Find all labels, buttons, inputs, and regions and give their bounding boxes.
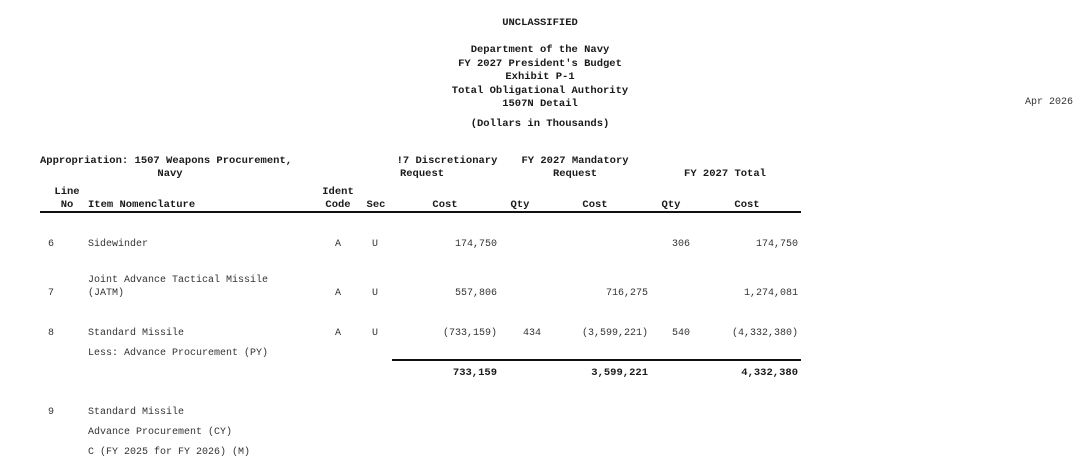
nomenclature-header: Item Nomenclature	[88, 199, 196, 211]
header-rule	[40, 211, 801, 213]
subtotal-disc-cost: 733,159	[452, 367, 497, 379]
item-sub-line: C (FY 2025 for FY 2026) (M)	[88, 447, 251, 458]
authority-title: Total Obligational Authority	[451, 85, 629, 97]
security-code: U	[371, 288, 378, 299]
item-nomenclature: Sidewinder	[88, 239, 149, 250]
line-number: 6	[47, 239, 54, 250]
total-cost-header: Cost	[734, 199, 760, 211]
mandatory-header: FY 2027 Mandatory	[521, 155, 629, 167]
line-number: 7	[47, 288, 54, 299]
ident-code: A	[334, 239, 341, 250]
classification-marking: UNCLASSIFIED	[502, 17, 578, 29]
total-qty-header: Qty	[661, 199, 681, 211]
item-nomenclature: Joint Advance Tactical Missile	[88, 275, 269, 286]
budget-title: FY 2027 President's Budget	[458, 58, 622, 70]
ident-code: A	[334, 328, 341, 339]
subtotal-total-cost: 4,332,380	[741, 367, 798, 379]
line-number: 8	[47, 328, 54, 339]
subtotal-rule	[392, 359, 801, 361]
disc-cost: 174,750	[454, 239, 497, 250]
appropriation-label-cont: Navy	[157, 168, 183, 180]
line-header: Line	[54, 186, 80, 198]
total-cost: 1,274,081	[743, 288, 798, 299]
units-note: (Dollars in Thousands)	[470, 118, 610, 130]
item-sub-line: Advance Procurement (CY)	[88, 427, 233, 438]
mand-qty: 434	[522, 328, 541, 339]
line-no-header: No	[60, 199, 74, 211]
report-date: Apr 2026	[1024, 97, 1073, 108]
total-qty: 540	[671, 328, 690, 339]
security-code: U	[371, 328, 378, 339]
exhibit-title: Exhibit P-1	[505, 71, 575, 83]
discretionary-header: !7 Discretionary	[396, 155, 498, 167]
line-number: 9	[47, 407, 54, 418]
mand-cost: 716,275	[605, 288, 648, 299]
mand-cost: (3,599,221)	[581, 328, 648, 339]
item-nomenclature: Standard Missile	[88, 407, 185, 418]
disc-cost: 557,806	[454, 288, 497, 299]
subtotal-mand-cost: 3,599,221	[591, 367, 648, 379]
mand-qty-header: Qty	[510, 199, 530, 211]
item-nomenclature: Standard Missile	[88, 328, 185, 339]
mand-cost-header: Cost	[582, 199, 608, 211]
disc-cost-header: Cost	[432, 199, 458, 211]
security-code: U	[371, 239, 378, 250]
ident-header: Ident	[322, 186, 354, 198]
disc-cost: (733,159)	[442, 328, 497, 339]
item-nomenclature-cont: (JATM)	[88, 288, 125, 299]
sec-header: Sec	[366, 199, 386, 211]
ident-code: A	[334, 288, 341, 299]
total-cost: (4,332,380)	[731, 328, 798, 339]
ident-code-header: Code	[325, 199, 351, 211]
item-sub-line: Less: Advance Procurement (PY)	[88, 348, 269, 359]
mandatory-header-cont: Request	[552, 168, 598, 180]
total-qty: 306	[671, 239, 690, 250]
total-cost: 174,750	[755, 239, 798, 250]
detail-title: 1507N Detail	[502, 98, 578, 110]
discretionary-header-cont: Request	[399, 168, 445, 180]
appropriation-label: Appropriation: 1507 Weapons Procurement,	[40, 155, 293, 167]
total-header: FY 2027 Total	[684, 168, 766, 180]
department-title: Department of the Navy	[470, 44, 610, 56]
